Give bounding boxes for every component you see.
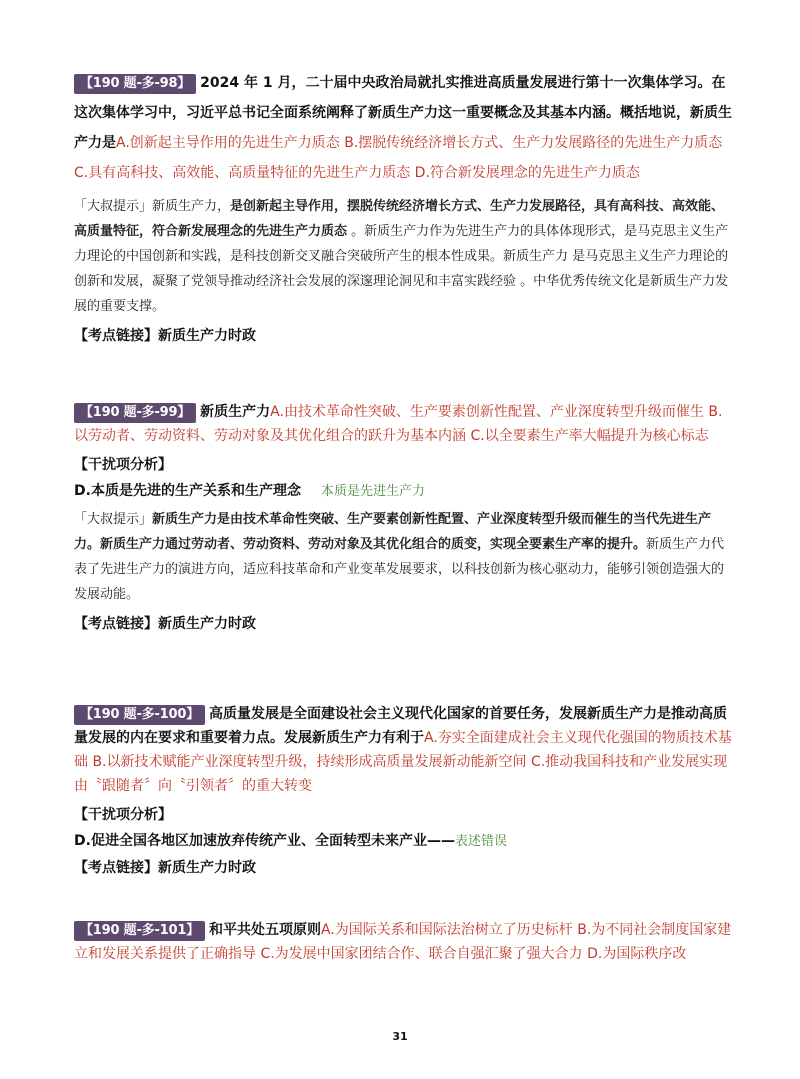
question-98-link: 【考点链接】新质生产力时政 <box>74 328 256 344</box>
question-100-link: 【考点链接】新质生产力时政 <box>74 860 256 876</box>
question-99-link: 【考点链接】新质生产力时政 <box>74 616 256 632</box>
distract-item: D.促进全国各地区加速放弃传统产业、全面转型未来产业—— <box>74 833 455 849</box>
question-99-distract-line <box>74 478 734 505</box>
question-100-options: A.夯实全面建成社会主义现代化强国的物质技术基础 B.以新技术赋能产业深度转型升级，持续形成高质量发展新动能新空间 C.推动我国科技和产业发展实现由〝跟随者〞向〝引领者〞的重大转变 <box>74 730 732 794</box>
question-98-options: A.创新起主导作用的先进生产力质态 B.摆脱传统经济增长方式、生产力发展路径的先进生产力质态 C.具有高科技、高效能、高质量特征的先进生产力质态 D.符合新发展理念的先进生产力质态 <box>74 135 723 181</box>
question-101-text <box>74 918 734 966</box>
question-99-options: A.由技术革命性突破、生产要素创新性配置、产业深度转型升级而催生 B.以劳动者、劳动资料、劳动对象及其优化组合的跃升为基本内涵 C.以全要素生产率大幅提升为核心标志 <box>74 404 723 444</box>
question-101-tag: 【190 题-多-101】 <box>74 921 205 941</box>
question-101 <box>74 918 734 966</box>
distract-item: D.本质是先进的生产关系和生产理念 <box>74 483 301 499</box>
hint-bold: 是创新起主导作用，摆脱传统经济增长方式、生产力发展路径，具有高科技、高效能、高质量特征，符合新发展理念的先进生产力质态 <box>74 199 725 239</box>
hint-rest: 新质生产力代表了先进生产力的演进方向，适应科技革命和产业变革发展要求，以科技创新为核心驱动力，能够引领创造强大的发展动能。 <box>74 537 725 602</box>
question-100-tag: 【190 题-多-100】 <box>74 705 205 725</box>
question-100-stem: 高质量发展是全面建设社会主义现代化国家的首要任务，发展新质生产力是推动高质量发展的内在要求和重要着力点。发展新质生产力有利于 <box>74 706 727 746</box>
hint-lead: 新质生产力， <box>152 199 231 214</box>
question-100-distract-title: 【干扰项分析】 <box>74 807 172 823</box>
question-100-text <box>74 702 734 798</box>
hint-label: 「大叔提示」 <box>74 199 153 214</box>
hint-label: 「大叔提示」 <box>74 512 153 527</box>
question-99-hint <box>74 507 734 607</box>
question-98-tag: 【190 题-多-98】 <box>74 74 196 94</box>
distract-note: 本质是先进生产力 <box>320 484 425 499</box>
question-101-options: A.为国际关系和国际法治树立了历史标杆 B.为不同社会制度国家建立和发展关系提供了正确指导 C.为发展中国家团结合作、联合自强汇聚了强大合力 D.为国际秩序改 <box>74 922 732 962</box>
distract-note: 表述错误 <box>454 834 507 849</box>
question-98-hint <box>74 194 734 319</box>
hint-bold: 新质生产力是由技术革命性突破、生产要素创新性配置、产业深度转型升级而催生的当代先进生产力。新质生产力通过劳动者、劳动资料、劳动对象及其优化组合的质变，实现全要素生产率的提升。 <box>74 512 712 552</box>
question-99-tag: 【190 题-多-99】 <box>74 403 196 423</box>
hint-rest: 。新质生产力作为先进生产力的具体体现形式，是马克思主义生产力理论的中国创新和实践，是科技创新交叉融合突破所产生的根本性成果。新质生产力 是马克思主义生产力理论的创新和发展，凝聚了党领导推动经济社会发展的深邃理论洞见和丰富实践经验 。中华优秀传统文化是新质生产力发展的重要支撑。 <box>74 224 729 314</box>
question-99-distract-title: 【干扰项分析】 <box>74 457 172 473</box>
question-101-stem: 和平共处五项原则 <box>209 922 321 938</box>
question-98 <box>74 68 734 349</box>
page-number: 31 <box>392 1030 408 1043</box>
question-100 <box>74 702 734 881</box>
question-100-distract-line <box>74 828 734 855</box>
question-99-text <box>74 400 734 448</box>
question-99-stem: 新质生产力 <box>200 404 271 420</box>
question-99 <box>74 400 734 637</box>
question-98-text <box>74 68 734 188</box>
question-98-stem: 2024 年 1 月，二十届中央政治局就扎实推进高质量发展进行第十一次集体学习。在这次集体学习中，习近平总书记全面系统阐释了新质生产力这一重要概念及其基本内涵。概括地说，新质生产力是 <box>74 75 732 151</box>
